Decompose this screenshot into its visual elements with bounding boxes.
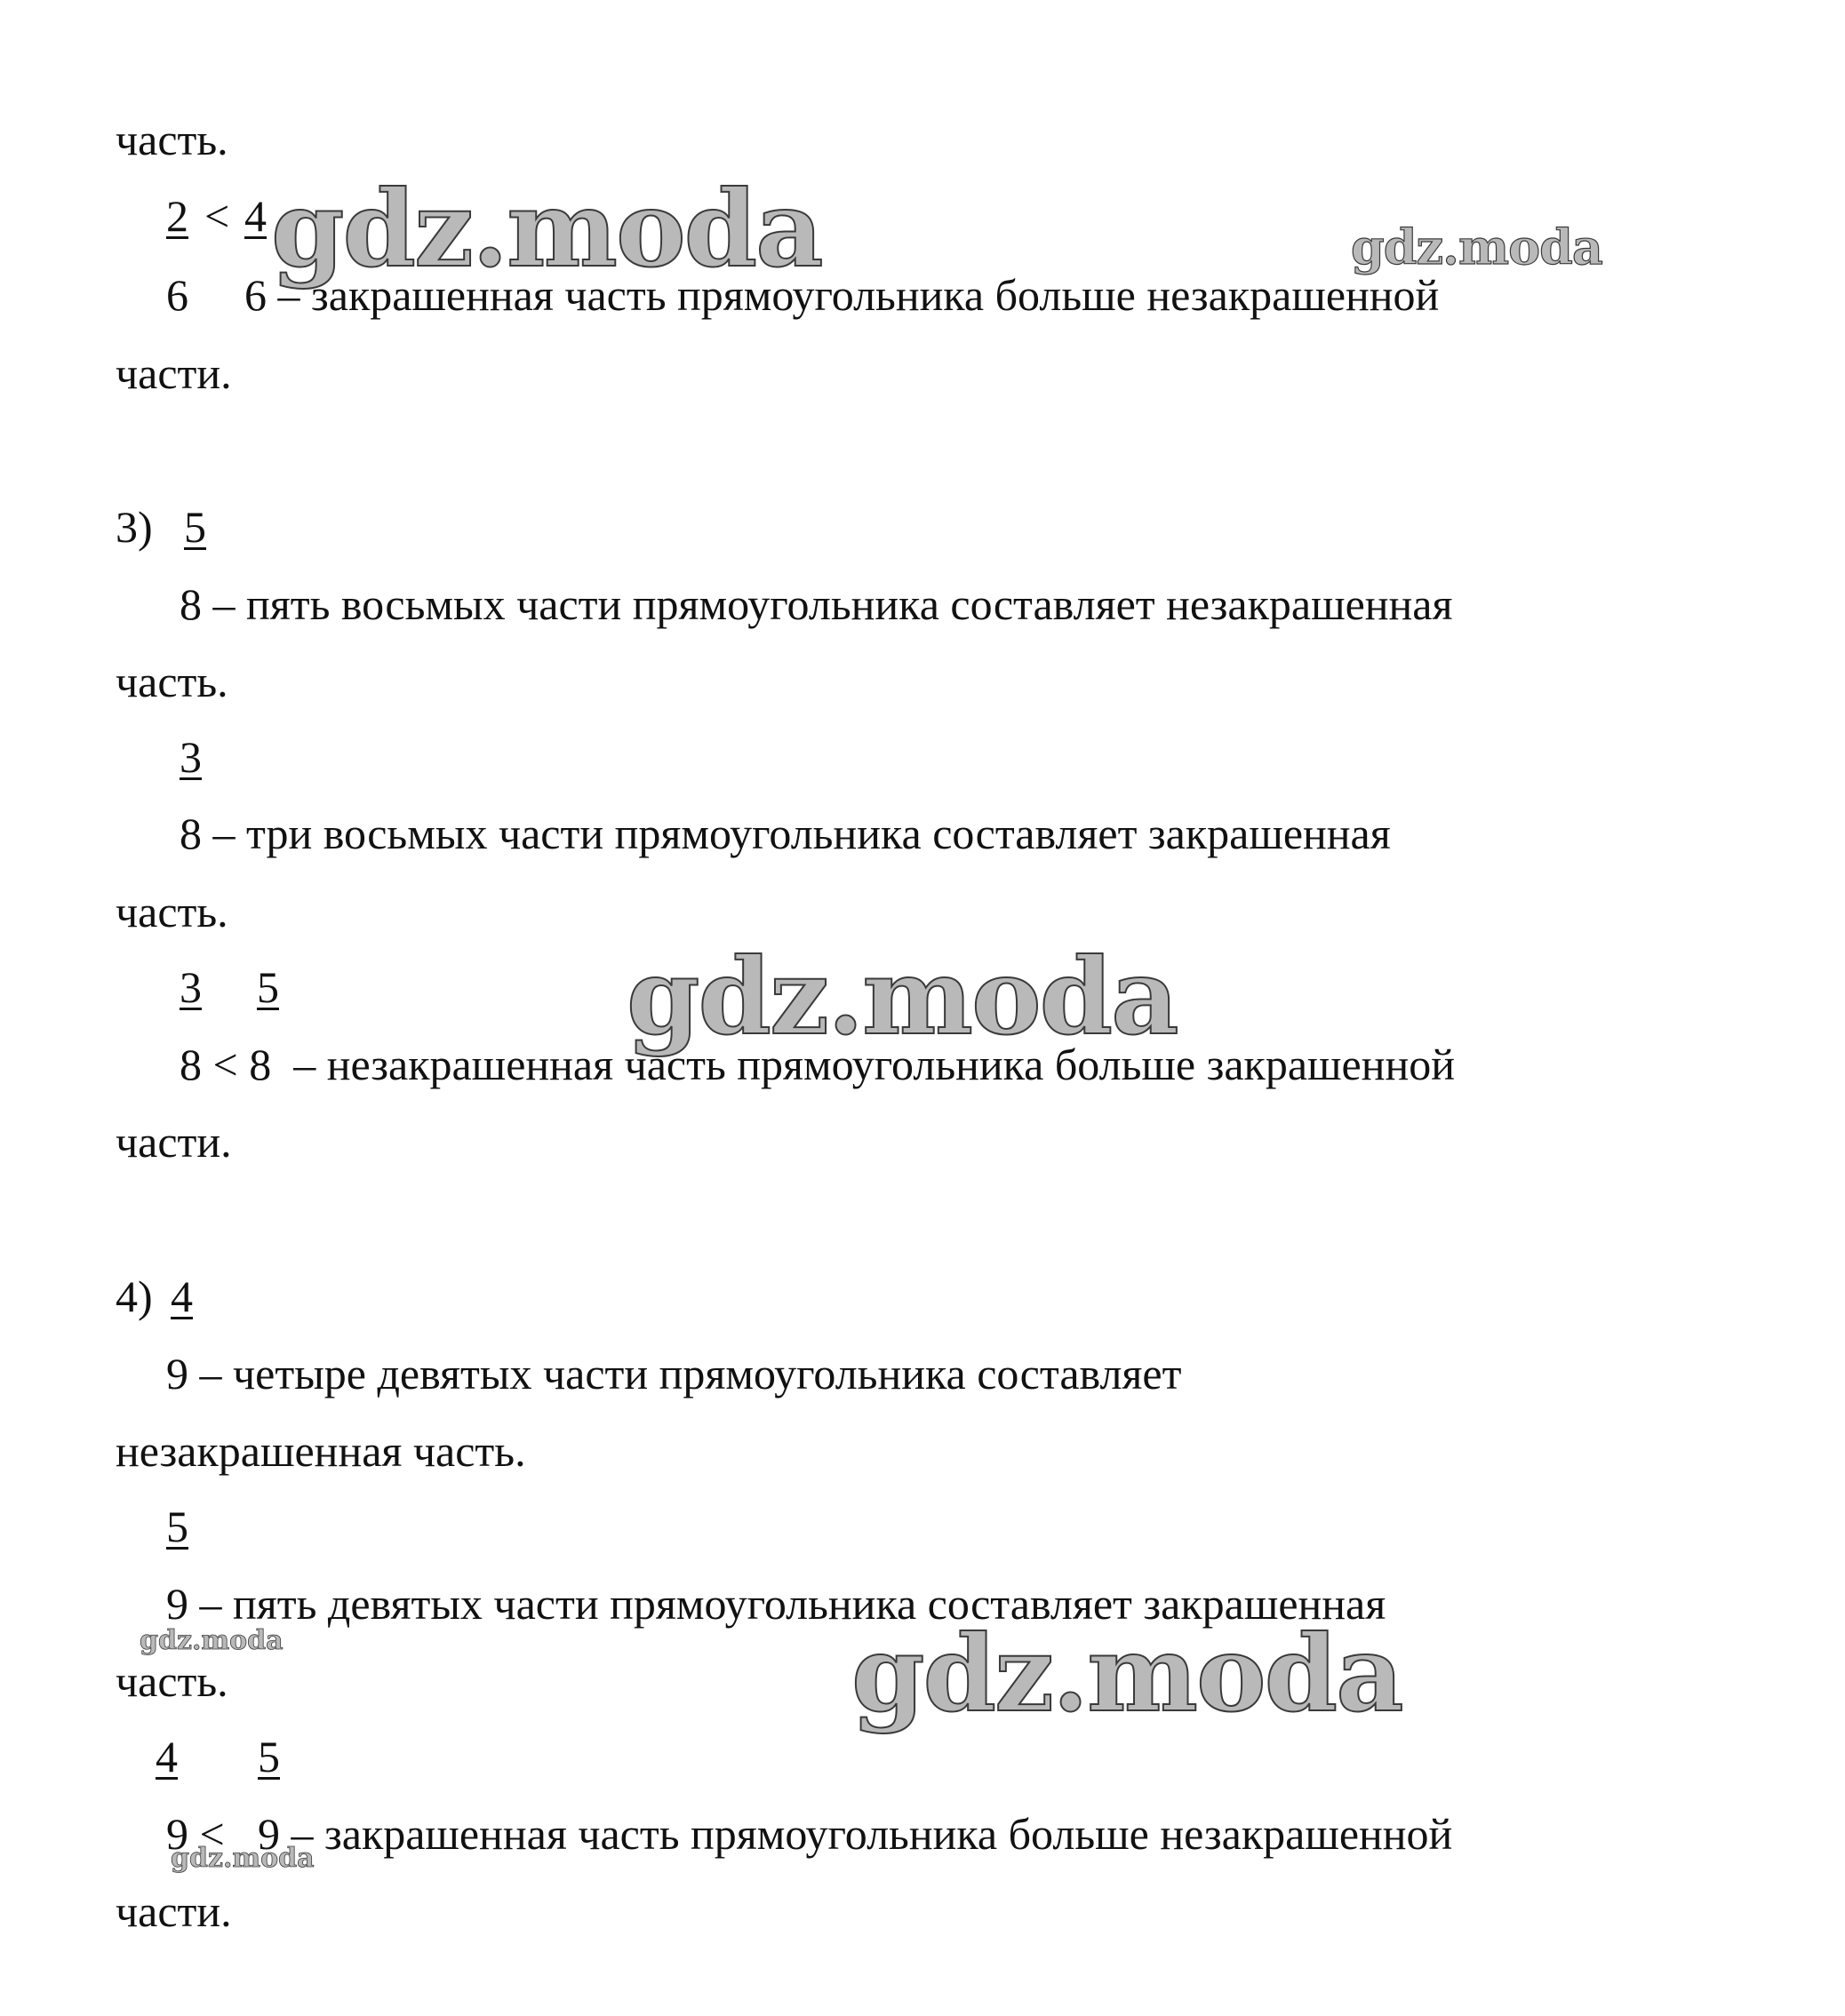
numerator: 3 (180, 732, 202, 782)
text-line: 8 – три восьмых части прямоугольника составляет закрашенная (180, 809, 1391, 858)
text-line: части. (116, 348, 232, 398)
numerator: 4 (244, 191, 267, 241)
numerator: 2 (166, 191, 188, 241)
numerator: 4 (171, 1271, 193, 1321)
item-label: 4) (116, 1271, 153, 1321)
numerator: 5 (184, 502, 206, 552)
watermark: gdz.moda (171, 1843, 315, 1874)
watermark: gdz.moda (271, 167, 822, 291)
item-label: 3) (116, 502, 153, 552)
numerator: 3 (180, 962, 202, 1012)
watermark: gdz.moda (1351, 219, 1602, 275)
less-than-sign: < (204, 191, 230, 241)
text-line: незакрашенная часть. (116, 1426, 526, 1476)
text-line: 9 – пять девятых части прямоугольника составляет закрашенная (166, 1579, 1386, 1629)
text-line: 6 – закрашенная часть прямоугольника больше незакрашенной (244, 270, 1440, 320)
text-line: 9 – четыре девятых части прямоугольника составляет (166, 1349, 1182, 1398)
text-line: часть. (116, 887, 228, 936)
watermark: gdz.moda (851, 1612, 1402, 1735)
text-line: 9 – закрашенная часть прямоугольника больше незакрашенной (258, 1809, 1453, 1859)
text-line: части. (116, 1886, 232, 1936)
denominator: 6 (166, 270, 188, 320)
numerator: 5 (257, 962, 279, 1012)
text-line: 8 < 8 – незакрашенная часть прямоугольника больше закрашенной (180, 1040, 1455, 1089)
text-line: 9 < (166, 1809, 225, 1859)
text-line: части. (116, 1117, 232, 1167)
watermark: gdz.moda (627, 935, 1178, 1058)
numerator: 4 (156, 1732, 178, 1781)
text-line: часть. (116, 657, 228, 706)
text-line: часть. (116, 1656, 228, 1706)
watermark: gdz.moda (140, 1625, 284, 1656)
numerator: 5 (258, 1732, 280, 1781)
text-line: часть. (116, 115, 228, 164)
text-line: 8 – пять восьмых части прямоугольника составляет незакрашенная (180, 579, 1453, 629)
numerator: 5 (166, 1502, 188, 1551)
